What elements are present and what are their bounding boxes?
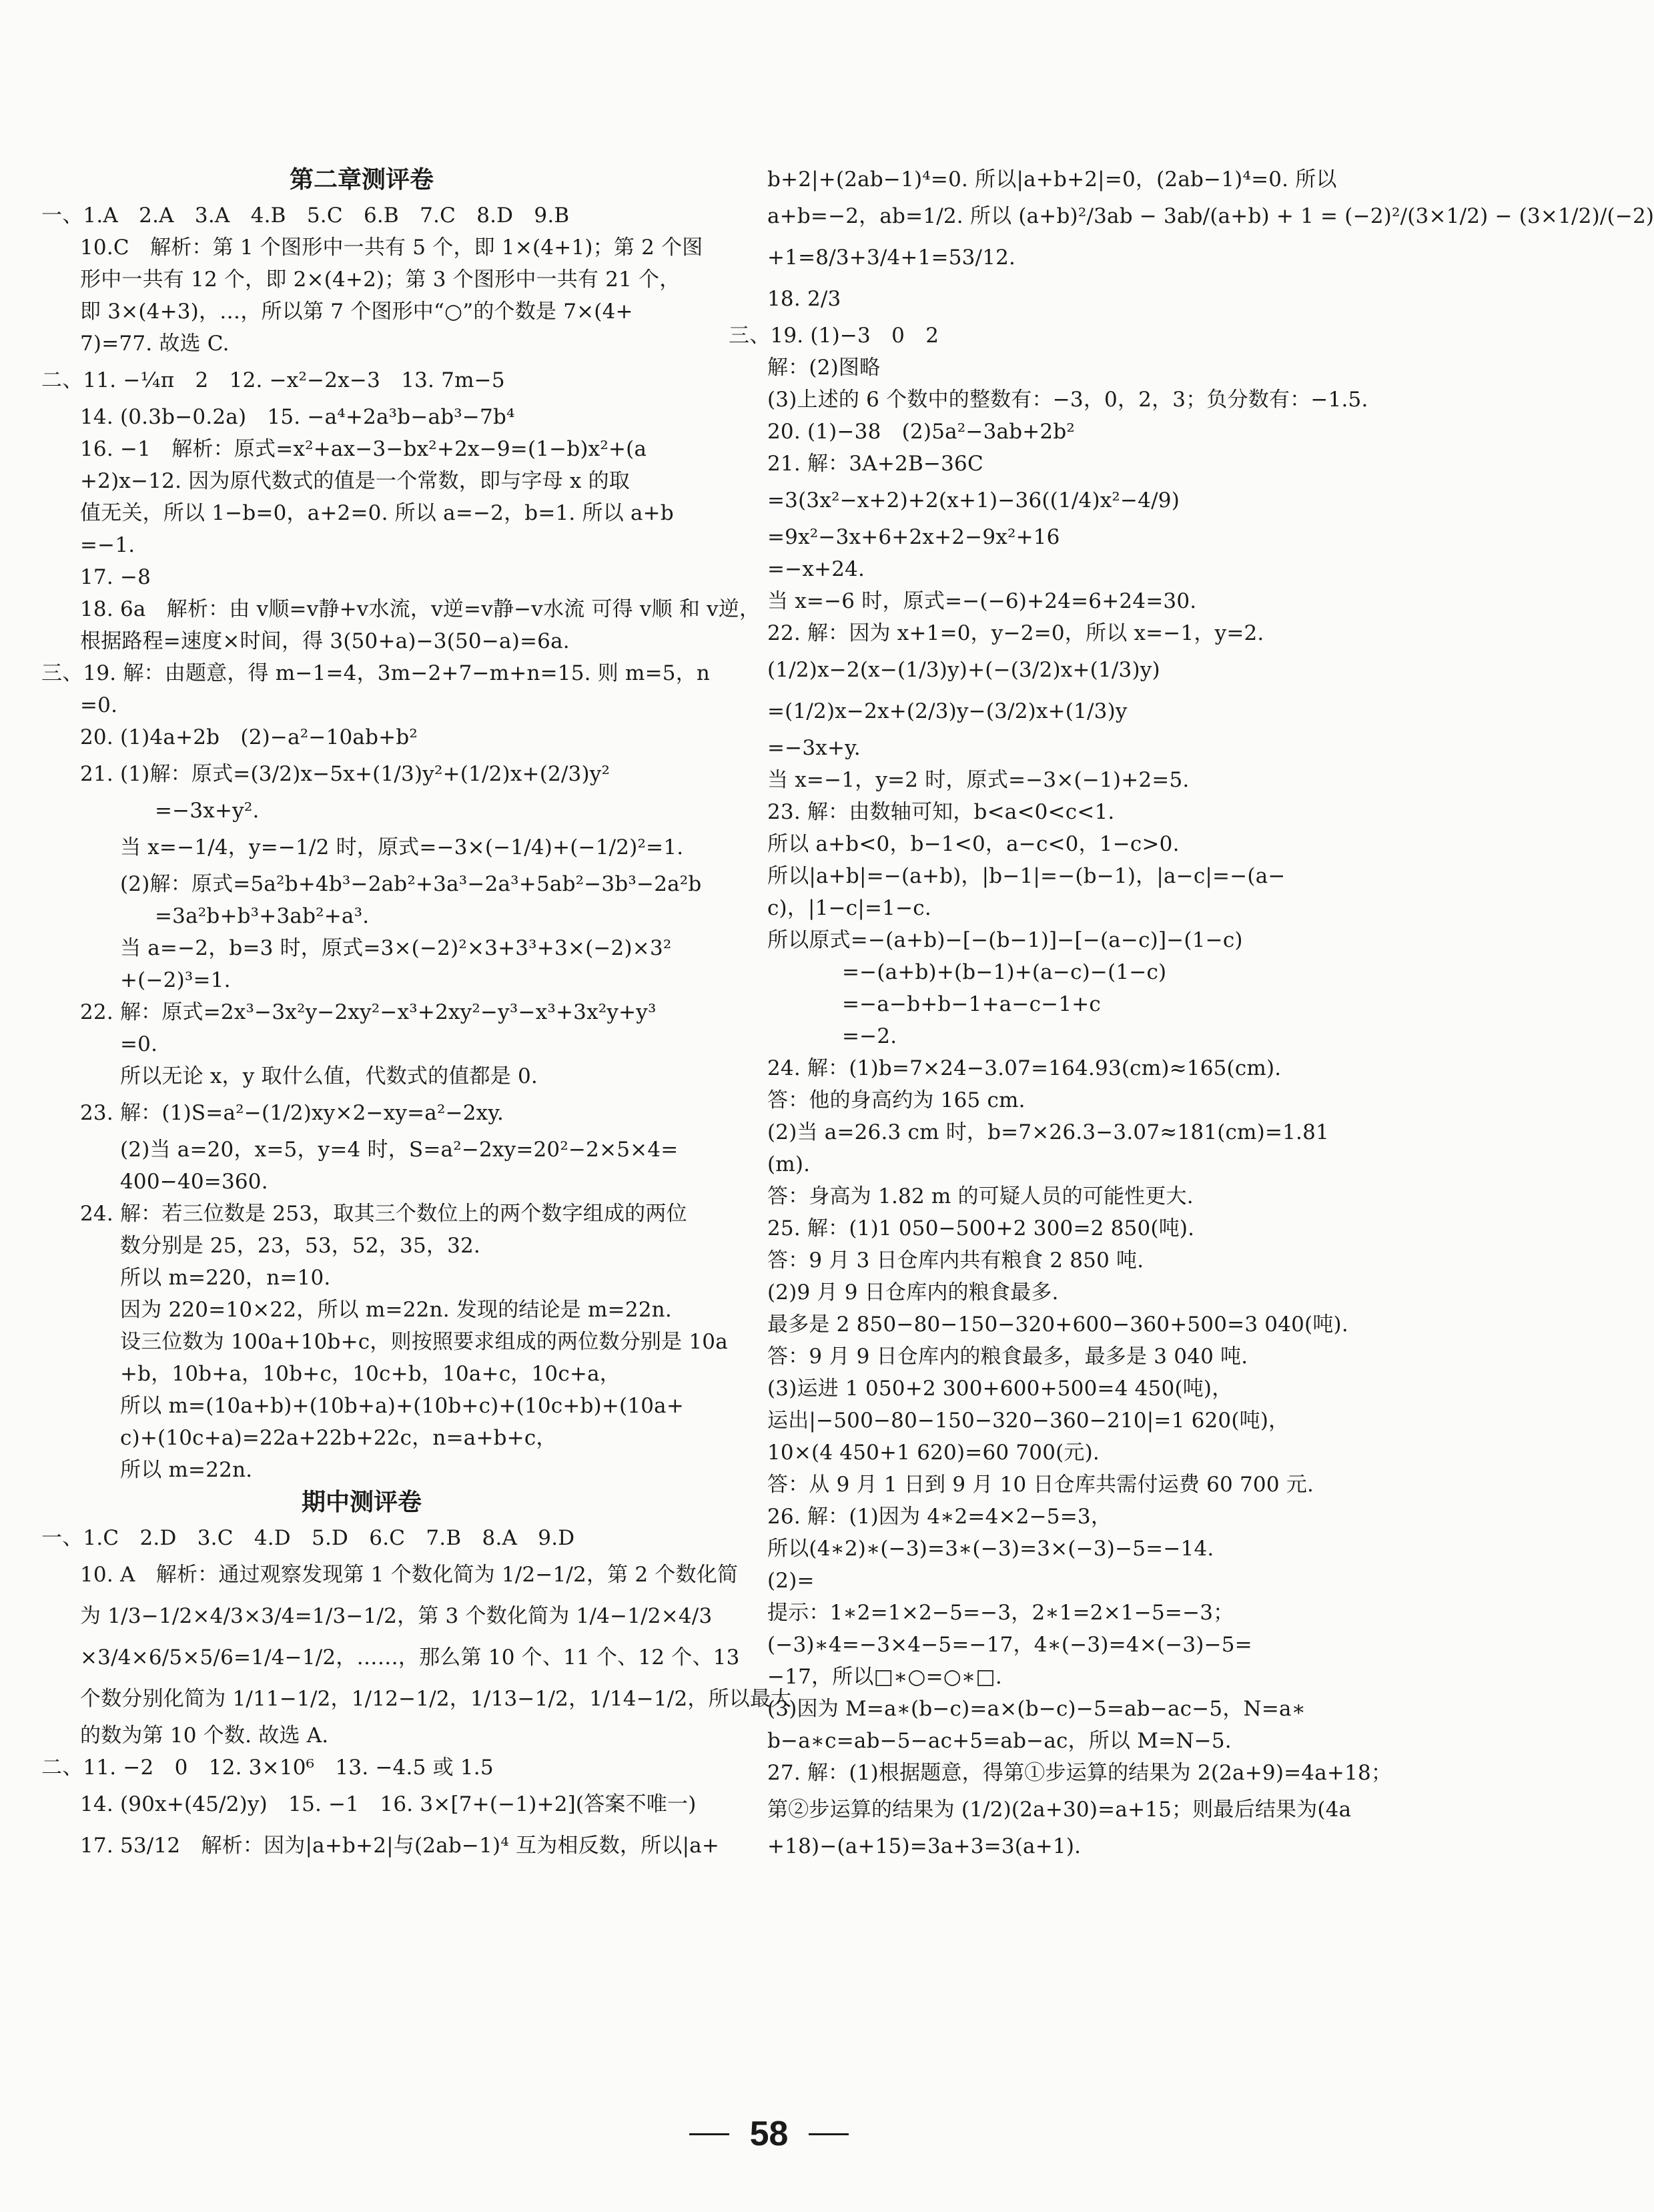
answer-line: 25. 解：(1)1 050−500+2 300=2 850(吨). — [767, 1216, 1195, 1240]
answer-line: (1/2)x−2(x−(1/3)y)+(−(3/2)x+(1/3)y) — [767, 658, 1160, 682]
answer-line: 24. 解：若三位数是 253，取其三个数位上的两个数字组成的两位 — [80, 1202, 687, 1226]
answer-line: 10×(4 450+1 620)=60 700(元). — [767, 1441, 1100, 1465]
answer-line: =−2. — [842, 1024, 897, 1048]
answer-line: 答：9 月 3 日仓库内共有粮食 2 850 吨. — [767, 1248, 1144, 1272]
answer-line: +2)x−12. 因为原代数式的值是一个常数，即与字母 x 的取 — [80, 469, 630, 493]
answer-line: 为 1/3−1/2×4/3×3/4=1/3−1/2，第 3 个数化简为 1/4−1/2×4/3 — [80, 1604, 713, 1628]
answer-line: 所以 m=(10a+b)+(10b+a)+(10b+c)+(10c+b)+(10a+ — [120, 1394, 685, 1418]
section-title: 期中测评卷 — [301, 1488, 422, 1516]
answer-line: 23. 解：(1)S=a²−(1/2)xy×2−xy=a²−2xy. — [80, 1101, 504, 1125]
answer-line: 21. 解：3A+2B−36C — [767, 452, 983, 476]
answer-line: 所以无论 x，y 取什么值，代数式的值都是 0. — [120, 1064, 538, 1088]
answer-line: 21. (1)解：原式=(3/2)x−5x+(1/3)y²+(1/2)x+(2/3)y² — [80, 762, 610, 786]
answer-line: 所以 m=220，n=10. — [120, 1266, 331, 1290]
answer-line: =−1. — [80, 533, 135, 557]
answer-line: ×3/4×6/5×5/6=1/4−1/2，……，那么第 10 个、11 个、12 个、13 — [80, 1645, 740, 1670]
answer-line: 第②步运算的结果为 (1/2)(2a+30)=a+15；则最后结果为(4a — [767, 1798, 1352, 1822]
answer-line: (2)当 a=26.3 cm 时，b=7×26.3−3.07≈181(cm)=1.81 — [767, 1120, 1329, 1144]
left-column — [41, 163, 792, 1866]
answer-line: 一、1.C 2.D 3.C 4.D 5.D 6.C 7.B 8.A 9.D — [41, 1526, 575, 1550]
answer-line: b+2|+(2ab−1)⁴=0. 所以|a+b+2|=0，(2ab−1)⁴=0. 所以 — [767, 167, 1337, 192]
answer-line: +1=8/3+3/4+1=53/12. — [767, 246, 1016, 270]
answer-line: =9x²−3x+6+2x+2−9x²+16 — [767, 525, 1060, 549]
answer-line: (3)上述的 6 个数中的整数有：−3，0，2，3；负分数有：−1.5. — [767, 388, 1368, 412]
answer-line: 20. (1)4a+2b (2)−a²−10ab+b² — [80, 725, 418, 749]
right-column — [729, 163, 1654, 1862]
answer-line: (2)9 月 9 日仓库内的粮食最多. — [767, 1280, 1059, 1305]
answer-line: 解：(2)图略 — [767, 356, 881, 380]
answer-line: =0. — [80, 693, 118, 717]
answer-line: 最多是 2 850−80−150−320+600−360+500=3 040(吨). — [767, 1313, 1348, 1337]
answer-line: 三、19. (1)−3 0 2 — [729, 324, 939, 348]
answer-line: =3a²b+b³+3ab²+a³. — [155, 904, 370, 928]
answer-line: =−3x+y². — [155, 799, 260, 823]
page-footer — [0, 2114, 1538, 2154]
answer-line: 18. 6a 解析：由 v顺=v静+v水流，v逆=v静−v水流 可得 v顺 和 v逆， — [80, 597, 761, 621]
answer-line: =−(a+b)+(b−1)+(a−c)−(1−c) — [842, 960, 1167, 984]
answer-line: 根据路程=速度×时间，得 3(50+a)−3(50−a)=6a. — [80, 629, 570, 653]
answer-line: 所以|a+b|=−(a+b)，|b−1|=−(b−1)，|a−c|=−(a− — [767, 864, 1286, 888]
answer-line: 7)=77. 故选 C. — [80, 332, 230, 356]
answer-line: 因为 220=10×22，所以 m=22n. 发现的结论是 m=22n. — [120, 1298, 672, 1322]
answer-line: 二、11. −2 0 12. 3×10⁶ 13. −4.5 或 1.5 — [41, 1756, 494, 1780]
answer-line: 答：他的身高约为 165 cm. — [767, 1088, 1025, 1112]
answer-line: 即 3×(4+3)，…，所以第 7 个图形中“○”的个数是 7×(4+ — [80, 300, 633, 324]
answer-line: +(−2)³=1. — [120, 968, 231, 992]
answer-line: 当 x=−1/4，y=−1/2 时，原式=−3×(−1/4)+(−1/2)²=1. — [120, 835, 684, 859]
answer-line: 22. 解：原式=2x³−3x²y−2xy²−x³+2xy²−y³−x³+3x²y+y³ — [80, 1000, 657, 1024]
answer-line: 个数分别化简为 1/11−1/2，1/12−1/2，1/13−1/2，1/14−1/2，所以最大 — [80, 1687, 792, 1711]
answer-line: 一、1.A 2.A 3.A 4.B 5.C 6.B 7.C 8.D 9.B — [41, 204, 570, 228]
answer-line: +18)−(a+15)=3a+3=3(a+1). — [767, 1834, 1082, 1858]
answer-line: (3)运进 1 050+2 300+600+500=4 450(吨)， — [767, 1377, 1233, 1401]
answer-line: (−3)∗4=−3×4−5=−17，4∗(−3)=4×(−3)−5= — [767, 1633, 1252, 1657]
answer-line: (2)解：原式=5a²b+4b³−2ab²+3a³−2a³+5ab²−3b³−2a²b — [120, 872, 702, 896]
answer-line: 16. −1 解析：原式=x²+ax−3−bx²+2x−9=(1−b)x²+(a — [80, 437, 647, 461]
answer-line: 所以 m=22n. — [120, 1458, 253, 1482]
answer-line: (2)= — [767, 1569, 815, 1593]
answer-line: (m). — [767, 1152, 811, 1176]
answer-line: 答：从 9 月 1 日到 9 月 10 日仓库共需付运费 60 700 元. — [767, 1473, 1314, 1497]
answer-line: 400−40=360. — [120, 1170, 268, 1194]
answer-line: 14. (90x+(45/2)y) 15. −1 16. 3×[7+(−1)+2](答案不唯一) — [80, 1792, 697, 1816]
answer-line: 17. 53/12 解析：因为|a+b+2|与(2ab−1)⁴ 互为相反数，所以|a+ — [80, 1834, 720, 1858]
answer-line: 提示：1∗2=1×2−5=−3，2∗1=2×1−5=−3； — [767, 1601, 1234, 1625]
page-number: 58 — [749, 2115, 789, 2153]
answer-line: 22. 解：因为 x+1=0，y−2=0，所以 x=−1，y=2. — [767, 621, 1264, 645]
answer-line: 20. (1)−38 (2)5a²−3ab+2b² — [767, 420, 1076, 444]
answer-line: a+b=−2，ab=1/2. 所以 (a+b)²/3ab − 3ab/(a+b) + 1 = (−2)²/(3×1/2) − (3×1/2)/(−2) — [767, 204, 1654, 228]
answer-line: 26. 解：(1)因为 4∗2=4×2−5=3， — [767, 1505, 1112, 1529]
answer-line: 答：9 月 9 日仓库内的粮食最多，最多是 3 040 吨. — [767, 1345, 1248, 1369]
footer-dash-left — [689, 2133, 729, 2135]
answer-line: =3(3x²−x+2)+2(x+1)−36((1/4)x²−4/9) — [767, 488, 1180, 512]
answer-line: 23. 解：由数轴可知，b<a<0<c<1. — [767, 800, 1115, 824]
answer-line: 14. (0.3b−0.2a) 15. −a⁴+2a³b−ab³−7b⁴ — [80, 405, 515, 429]
answer-line: b−a∗c=ab−5−ac+5=ab−ac，所以 M=N−5. — [767, 1729, 1232, 1753]
answer-line: 当 x=−1，y=2 时，原式=−3×(−1)+2=5. — [767, 768, 1190, 792]
answer-line: 所以 a+b<0，b−1<0，a−c<0，1−c>0. — [767, 832, 1180, 856]
answer-line: 当 a=−2，b=3 时，原式=3×(−2)²×3+3³+3×(−2)×3² — [120, 936, 672, 960]
answer-line: (2)当 a=20，x=5，y=4 时，S=a²−2xy=20²−2×5×4= — [120, 1138, 679, 1162]
answer-line: c)，|1−c|=1−c. — [767, 896, 931, 920]
answer-line: 数分别是 25，23，53，52，35，32. — [120, 1234, 480, 1258]
footer-dash-right — [809, 2133, 849, 2135]
answer-line: 10.C 解析：第 1 个图形中一共有 5 个，即 1×(4+1)；第 2 个图 — [80, 236, 703, 260]
answer-line: −17，所以□∗○=○∗□. — [767, 1665, 1002, 1689]
answer-line: 24. 解：(1)b=7×24−3.07=164.93(cm)≈165(cm). — [767, 1056, 1282, 1080]
answer-line: =−3x+y. — [767, 736, 861, 760]
answer-line: 所以原式=−(a+b)−[−(b−1)]−[−(a−c)]−(1−c) — [767, 928, 1243, 952]
answer-line: (3)因为 M=a∗(b−c)=a×(b−c)−5=ab−ac−5，N=a∗ — [767, 1697, 1306, 1721]
answer-line: 形中一共有 12 个，即 2×(4+2)；第 3 个图形中一共有 21 个， — [80, 268, 681, 292]
section-title: 第二章测评卷 — [289, 165, 434, 194]
answer-line: 值无关，所以 1−b=0，a+2=0. 所以 a=−2，b=1. 所以 a+b — [80, 501, 674, 525]
answer-line: =(1/2)x−2x+(2/3)y−(3/2)x+(1/3)y — [767, 699, 1128, 723]
answer-line: c)+(10c+a)=22a+22b+22c，n=a+b+c， — [120, 1426, 557, 1450]
answer-line: 设三位数为 100a+10b+c，则按照要求组成的两位数分别是 10a — [120, 1330, 728, 1354]
answer-line: 二、11. −¼π 2 12. −x²−2x−3 13. 7m−5 — [41, 368, 505, 392]
answer-line: 所以(4∗2)∗(−3)=3∗(−3)=3×(−3)−5=−14. — [767, 1537, 1214, 1561]
answer-line: 答：身高为 1.82 m 的可疑人员的可能性更大. — [767, 1184, 1194, 1208]
answer-line: =−x+24. — [767, 557, 865, 581]
answer-line: 三、19. 解：由题意，得 m−1=4，3m−2+7−m+n=15. 则 m=5，n — [41, 661, 711, 685]
answer-line: =−a−b+b−1+a−c−1+c — [842, 992, 1101, 1016]
answer-line: 运出|−500−80−150−320−360−210|=1 620(吨)， — [767, 1409, 1290, 1433]
answer-line: 17. −8 — [80, 565, 151, 589]
answer-line: 18. 2/3 — [767, 287, 841, 311]
answer-line: 当 x=−6 时，原式=−(−6)+24=6+24=30. — [767, 589, 1197, 613]
answer-line: 27. 解：(1)根据题意，得第①步运算的结果为 2(2a+9)=4a+18； — [767, 1761, 1392, 1785]
answer-line: =0. — [120, 1032, 158, 1056]
answer-line: 10. A 解析：通过观察发现第 1 个数化简为 1/2−1/2，第 2 个数化简 — [80, 1563, 739, 1587]
answer-line: 的数为第 10 个数. 故选 A. — [80, 1724, 329, 1748]
answer-line: +b，10b+a，10b+c，10c+b，10a+c，10c+a， — [120, 1362, 621, 1386]
